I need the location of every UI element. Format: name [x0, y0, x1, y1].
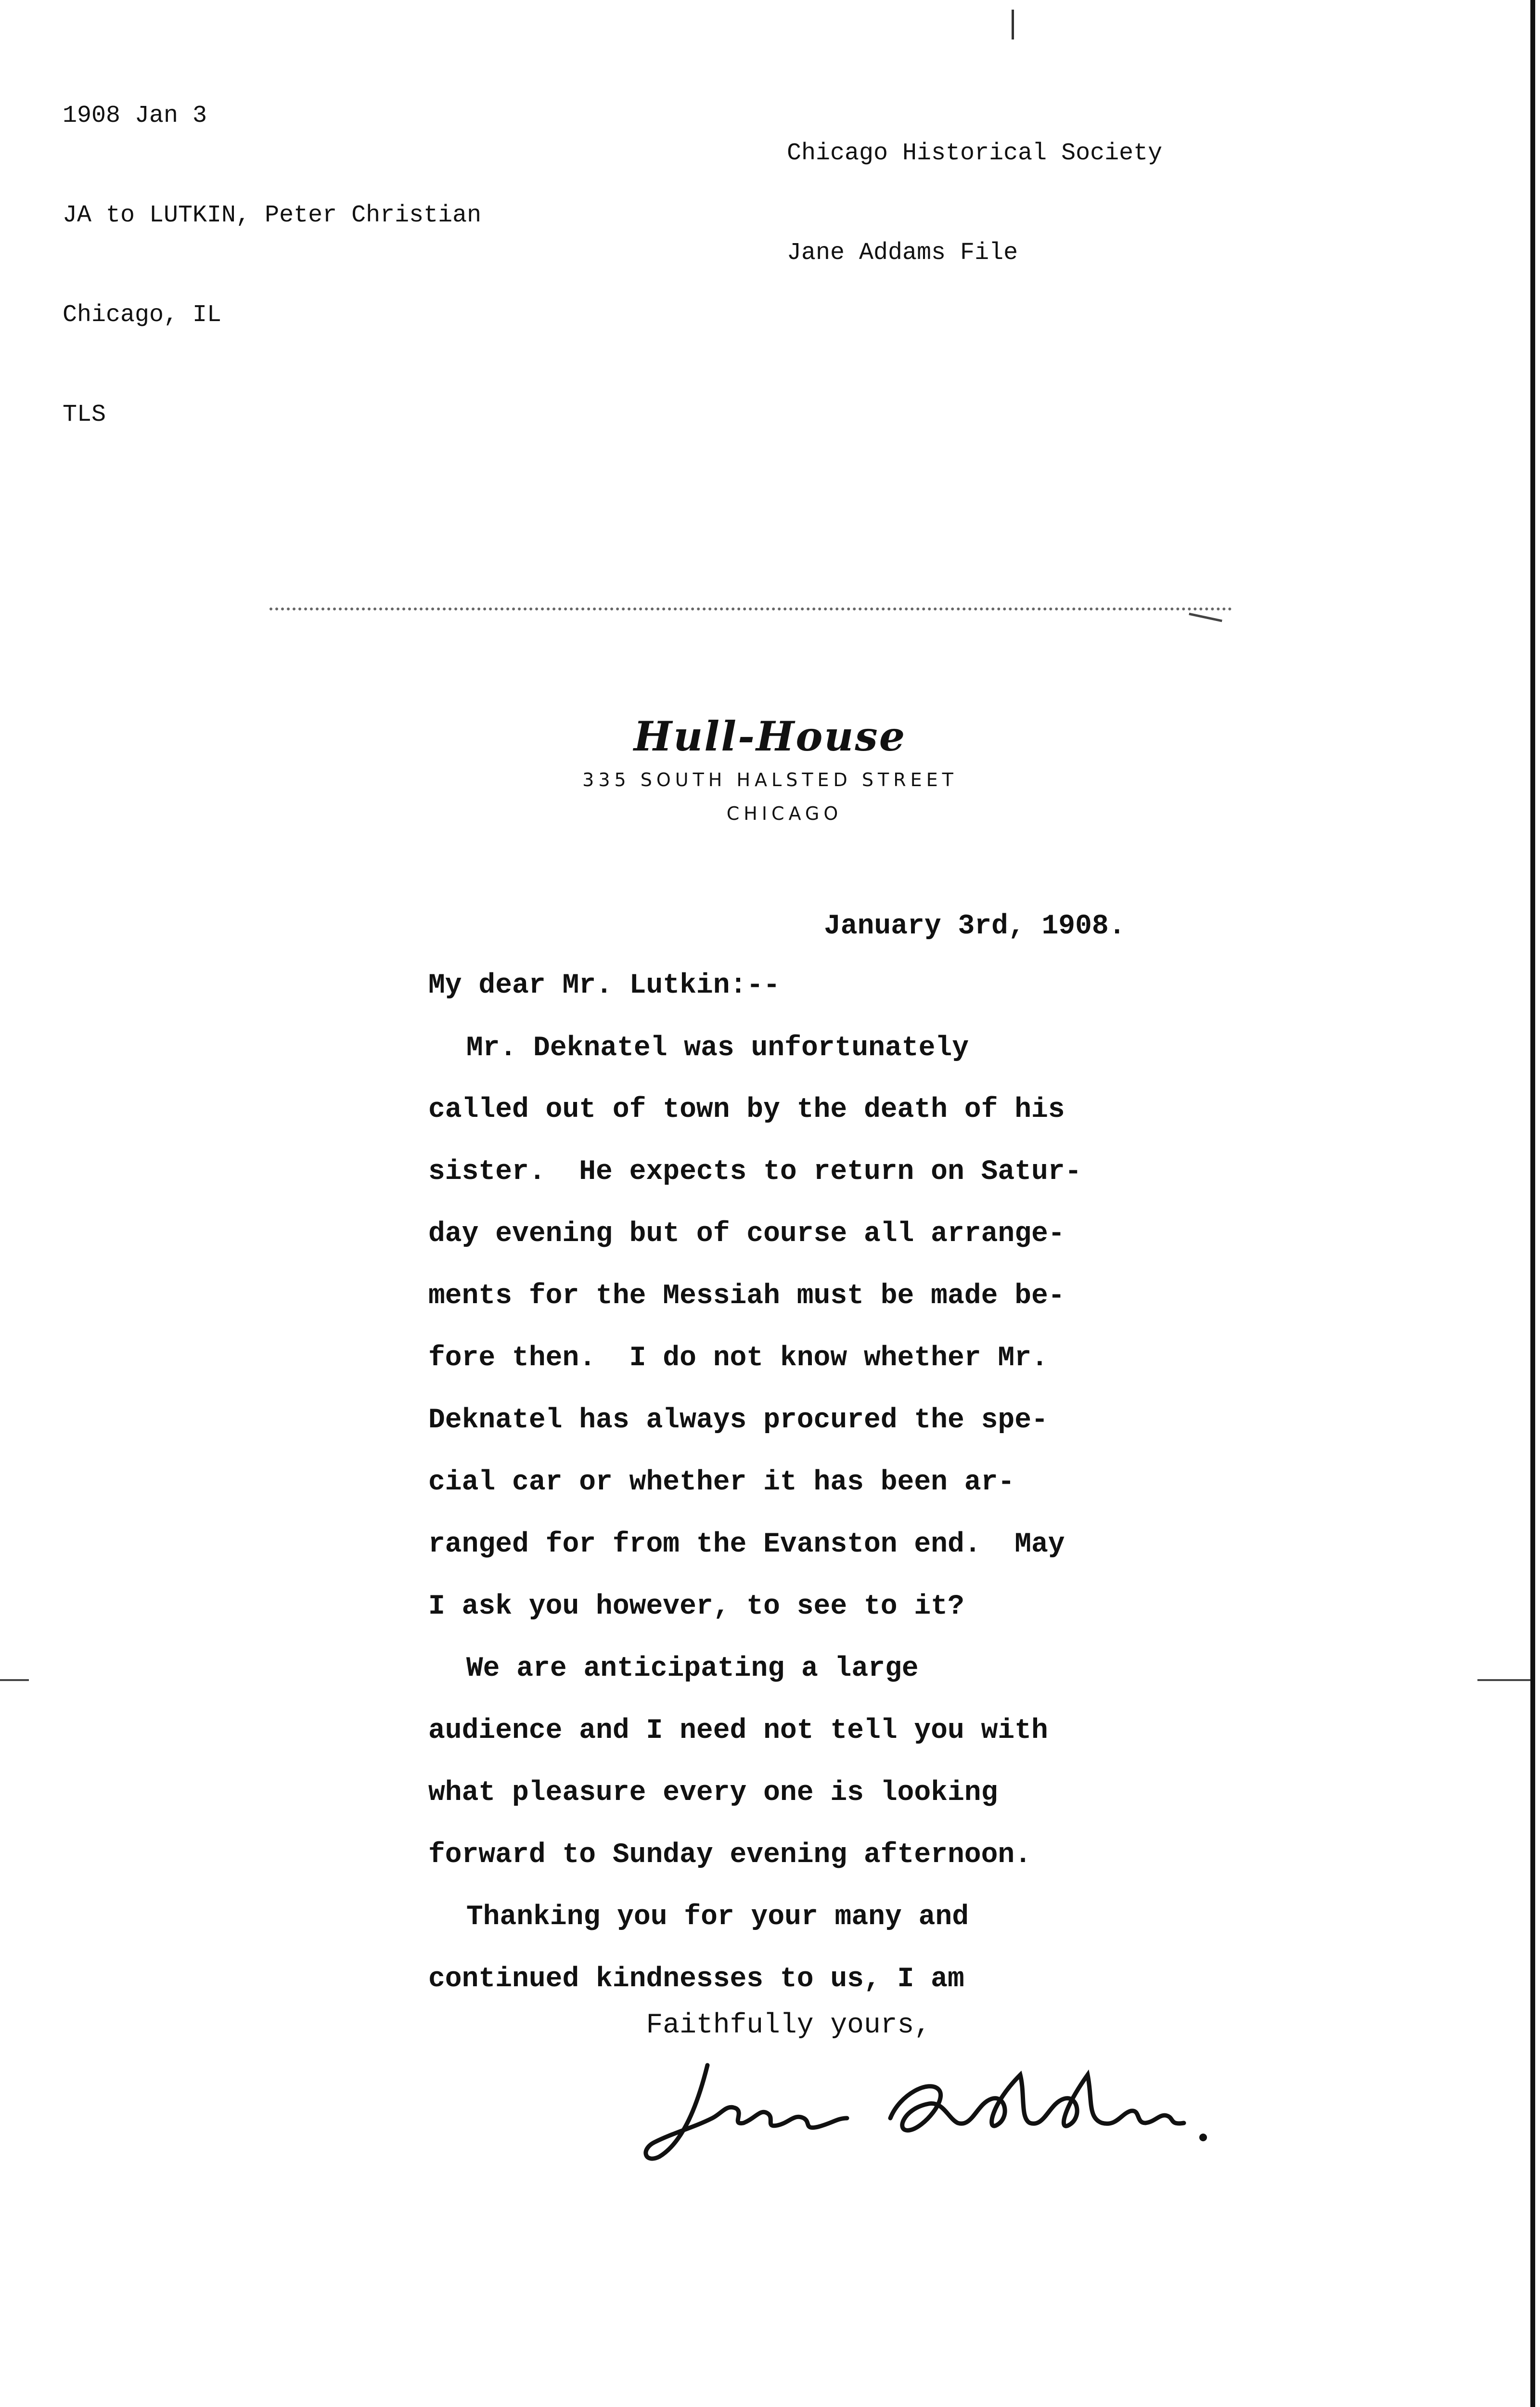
letter-line: audience and I need not tell you with — [428, 1715, 1048, 1747]
letter-line: Thanking you for your many and — [366, 1902, 969, 1933]
letter-line: called out of town by the death of his — [428, 1094, 1065, 1126]
letter-date: January 3rd, 1908. — [824, 911, 1126, 942]
metadata-type: TLS — [63, 401, 106, 428]
letter-line: forward to Sunday evening afternoon. — [428, 1839, 1032, 1871]
letter-salutation: My dear Mr. Lutkin:-- — [428, 970, 780, 1001]
source-file: Jane Addams File — [787, 239, 1018, 267]
letter-line: Mr. Deknatel was unfortunately — [366, 1033, 969, 1064]
letter-line: Deknatel has always procured the spe- — [428, 1405, 1048, 1436]
letter-line: fore then. I do not know whether Mr. — [428, 1343, 1048, 1374]
letterhead-name: Hull-House — [633, 712, 907, 760]
metadata-correspondents: JA to LUTKIN, Peter Christian — [63, 202, 482, 229]
signature-image — [640, 2046, 1218, 2171]
letter-line: ments for the Messiah must be made be- — [428, 1281, 1065, 1312]
metadata-place: Chicago, IL — [63, 301, 222, 329]
letter-line: I ask you however, to see to it? — [428, 1591, 964, 1622]
scan-border-right — [1530, 0, 1535, 2407]
scan-mark-top — [1012, 10, 1014, 39]
archive-metadata — [63, 33, 481, 465]
page-edge-dotted-line — [270, 608, 1232, 610]
scan-mark-right — [1477, 1679, 1530, 1681]
letter-line: cial car or whether it has been ar- — [428, 1467, 1015, 1498]
source-institution: Chicago Historical Society — [787, 140, 1163, 167]
letter-line: day evening but of course all arrange- — [428, 1218, 1065, 1250]
letter-line: sister. He expects to return on Satur- — [428, 1156, 1082, 1188]
letterhead-street: 335 SOUTH HALSTED STREET — [582, 769, 958, 790]
letter-line: We are anticipating a large — [366, 1653, 919, 1684]
page-edge-mark — [1189, 613, 1222, 622]
letter-line: ranged for from the Evanston end. May — [428, 1529, 1065, 1560]
letter-line: continued kindnesses to us, I am — [428, 1964, 964, 1995]
archive-source — [787, 70, 1162, 303]
letter-closing: Faithfully yours, — [428, 2010, 931, 2041]
scan-mark-left — [0, 1679, 29, 1681]
metadata-date: 1908 Jan 3 — [63, 102, 207, 129]
letterhead — [529, 710, 1011, 830]
letterhead-city: CHICAGO — [726, 803, 843, 824]
letter-line: what pleasure every one is looking — [428, 1777, 998, 1809]
